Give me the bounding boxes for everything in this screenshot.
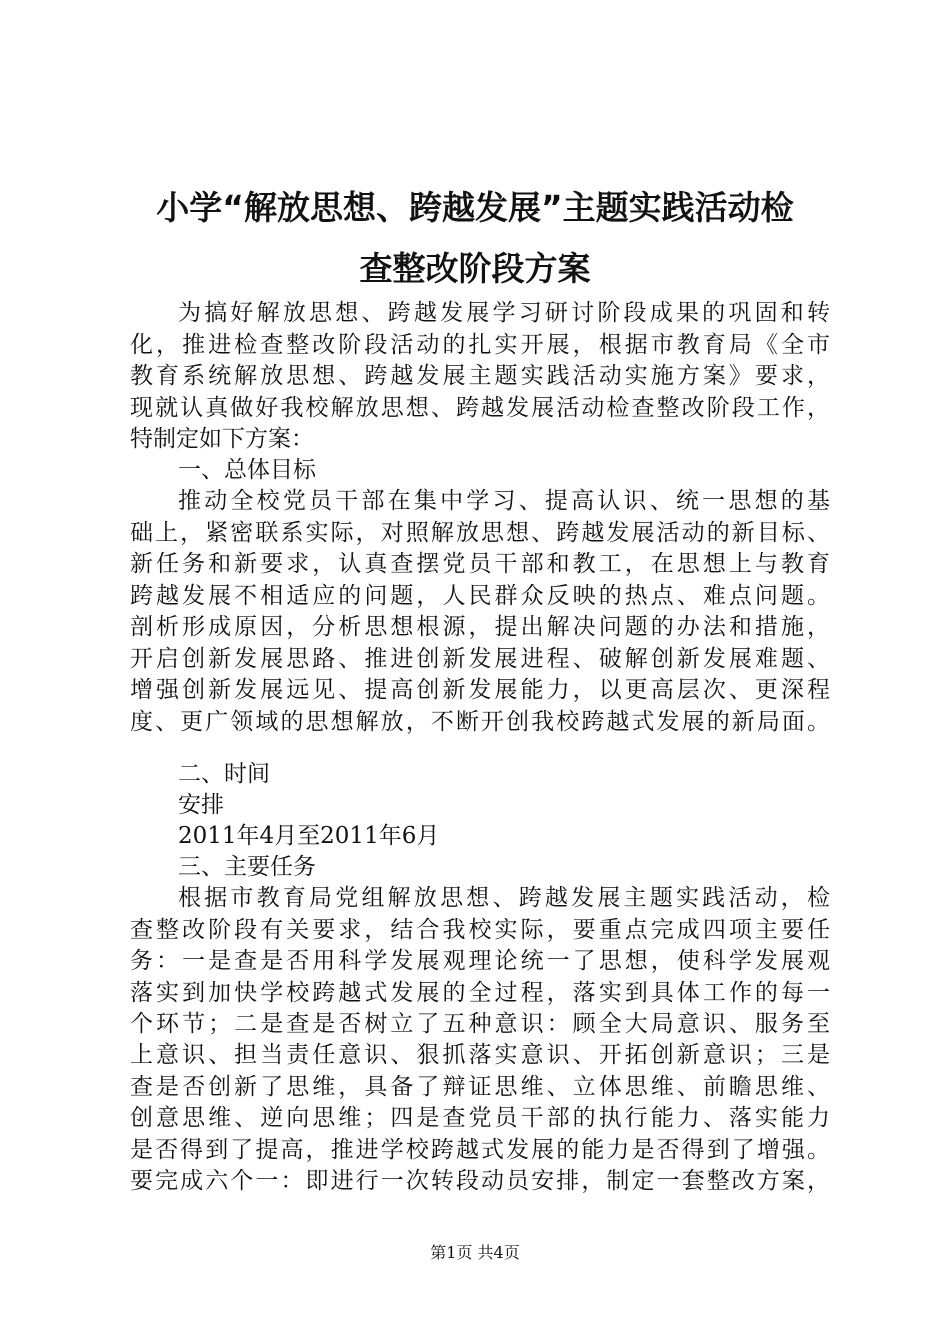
paragraph-line: 度、更广领域的思想解放，不断开创我校跨越式发展的新局面。 — [130, 709, 830, 735]
paragraph-line: 落实到加快学校跨越式发展的全过程，落实到具体工作的每一 — [130, 980, 830, 1006]
paragraph-line: 根据市教育局党组解放思想、跨越发展主题实践活动，检 — [178, 885, 830, 911]
paragraph-line: 增强创新发展远见、提高创新发展能力，以更高层次、更深程 — [130, 677, 830, 703]
paragraph-line: 是否得到了提高，推进学校跨越式发展的能力是否得到了增强。 — [130, 1137, 830, 1163]
section-heading: 三、主要任务 — [178, 854, 316, 880]
date-range: 2011年4月至2011年6月 — [178, 823, 440, 849]
paragraph-line: 务：一是查是否用科学发展观理论统一了思想，使科学发展观 — [130, 948, 830, 974]
paragraph-line: 上意识、担当责任意识、狠抓落实意识、开拓创新意识；三是 — [130, 1042, 830, 1068]
paragraph-line: 现就认真做好我校解放思想、跨越发展活动检查整改阶段工作， — [130, 395, 830, 421]
document-title-line-2: 查整改阶段方案 — [359, 249, 591, 288]
paragraph-line: 新任务和新要求，认真查摆党员干部和教工，在思想上与教育 — [130, 551, 830, 577]
section-heading: 一、总体目标 — [178, 457, 316, 483]
section-heading: 二、时间 — [178, 761, 270, 787]
paragraph-line: 创意思维、逆向思维；四是查党员干部的执行能力、落实能力 — [130, 1105, 830, 1131]
paragraph-line: 化，推进检查整改阶段活动的扎实开展，根据市教育局《全市 — [130, 332, 830, 358]
paragraph-line: 特制定如下方案： — [130, 426, 314, 452]
paragraph-line: 教育系统解放思想、跨越发展主题实践活动实施方案》要求， — [130, 363, 830, 389]
paragraph-line: 要完成六个一：即进行一次转段动员安排，制定一套整改方案， — [130, 1168, 830, 1194]
paragraph-line: 个环节；二是查是否树立了五种意识：顾全大局意识、服务至 — [130, 1011, 830, 1037]
paragraph-line: 跨越发展不相适应的问题，人民群众反映的热点、难点问题。 — [130, 583, 830, 609]
paragraph-line: 推动全校党员干部在集中学习、提高认识、统一思想的基 — [178, 488, 830, 514]
paragraph-line: 础上，紧密联系实际，对照解放思想、跨越发展活动的新目标、 — [130, 520, 830, 546]
paragraph-line: 为搞好解放思想、跨越发展学习研讨阶段成果的巩固和转 — [178, 300, 830, 326]
paragraph-line: 安排 — [178, 792, 224, 818]
page-footer: 第1页 共4页 — [430, 1243, 520, 1262]
paragraph-line: 查整改阶段有关要求，结合我校实际，要重点完成四项主要任 — [130, 917, 830, 943]
paragraph-line: 剖析形成原因，分析思想根源，提出解决问题的办法和措施， — [130, 614, 830, 640]
paragraph-line: 开启创新发展思路、推进创新发展进程、破解创新发展难题、 — [130, 646, 830, 672]
paragraph-line: 查是否创新了思维，具备了辩证思维、立体思维、前瞻思维、 — [130, 1074, 830, 1100]
document-title-line-1: 小学“解放思想、跨越发展”主题实践活动检 — [156, 188, 794, 227]
